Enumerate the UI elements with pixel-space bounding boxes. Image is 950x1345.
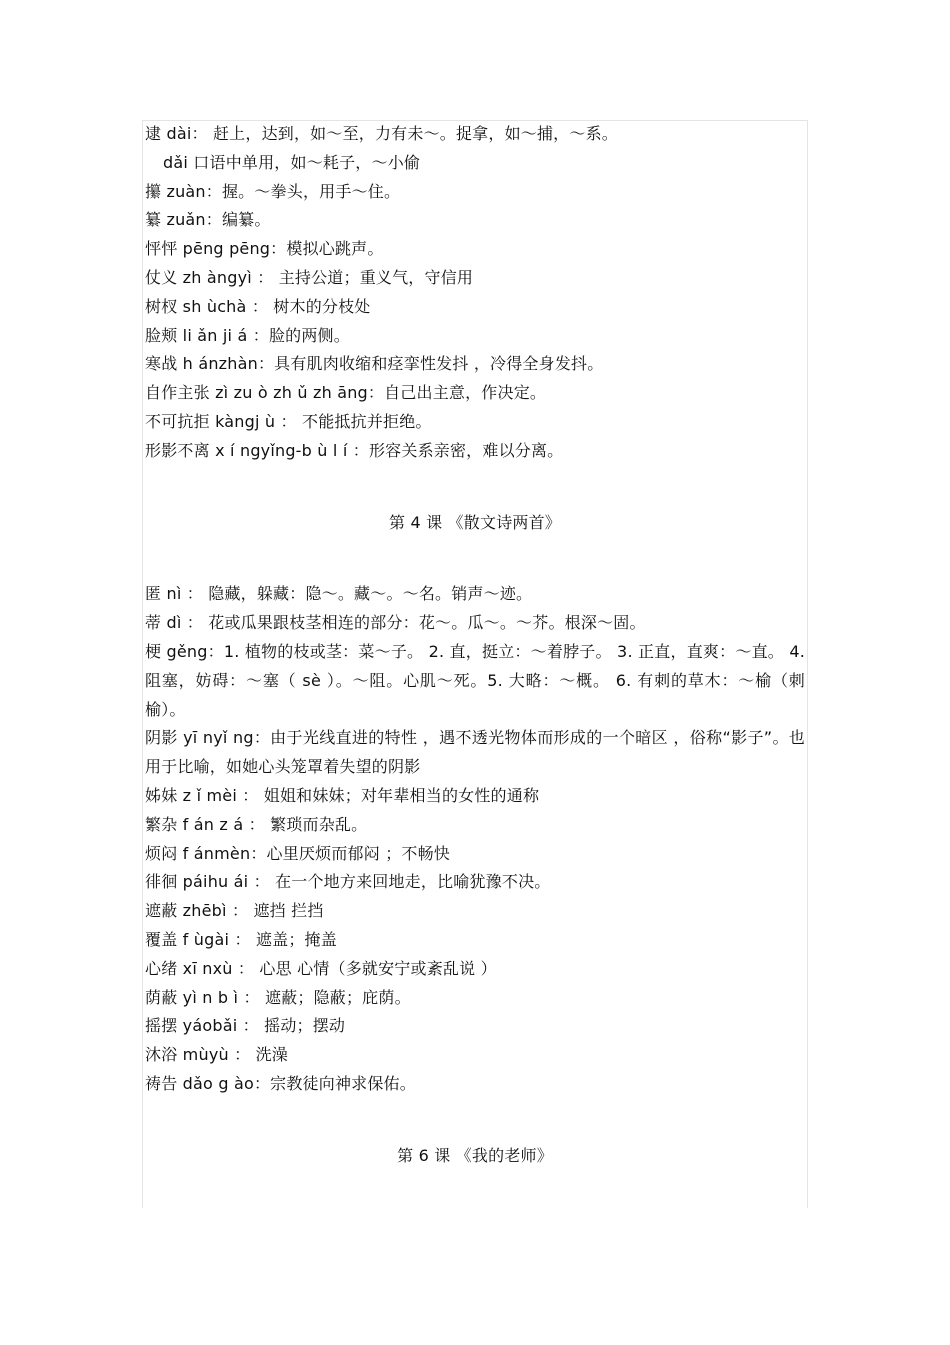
lesson-6-heading: 第 6 课 《我的老师》 <box>397 1145 553 1165</box>
vocab-entry: 匿 nì ： 隐藏，躲藏：隐～。藏～。～名。销声～迹。 <box>145 584 533 604</box>
vocab-entry: 烦闷 f ánmèn：心里厌烦而郁闷 ；不畅快 <box>145 843 451 863</box>
lesson-4-heading: 第 4 课 《散文诗两首》 <box>388 512 562 532</box>
vocab-entry: 仗义 zh àngyì ： 主持公道；重义气，守信用 <box>145 267 474 287</box>
vocab-entry: 姊妹 z ǐ mèi ： 姐姐和妹妹；对年辈相当的女性的通称 <box>145 785 540 805</box>
vocab-entry: 祷告 dǎo g ào：宗教徒向神求保佑。 <box>145 1073 416 1093</box>
vocab-entry: 遮蔽 zhēbì ： 遮挡 拦挡 <box>145 901 324 921</box>
vocab-entry: 脸颊 li ǎn ji á ：脸的两侧。 <box>145 325 350 345</box>
vocab-entry: 心绪 xī nxù ： 心思 心情（多就安宁或紊乱说 ） <box>145 958 497 978</box>
vocab-entry: 徘徊 páihu ái ： 在一个地方来回地走，比喻犹豫不决。 <box>145 872 551 892</box>
vocab-entry: 自作主张 zì zu ò zh ǔ zh āng：自己出主意，作决定。 <box>145 383 547 403</box>
vocab-entry: 摇摆 yáobǎi ： 摇动；摆动 <box>145 1016 346 1036</box>
vocabulary-list-lesson-3 <box>145 120 805 466</box>
vocab-entry: 繁杂 f án z á ： 繁琐而杂乱。 <box>145 814 368 834</box>
vocabulary-list-lesson-4 <box>145 580 805 1098</box>
vocab-entry: 形影不离 x í ngyǐng-b ù l í ：形容关系亲密，难以分离。 <box>145 440 564 460</box>
vocab-entry: 覆盖 f ùgài ： 遮盖；掩盖 <box>145 929 337 949</box>
vocab-entry: 梗 gěng：1. 植物的枝或茎：菜～子。 2. 直，挺立：～着脖子。 3. 正直，直爽：～直。 4. 阻塞，妨碍：～塞（ sè ）。～阻。心肌～死。5. 大略：～概。 6. 有刺的草木：～榆（刺榆）。 <box>145 641 805 719</box>
vocab-entry: 逮 dài： 赶上，达到，如～至，力有未～。捉拿，如～捕，～系。 <box>145 124 618 143</box>
document-body <box>145 120 805 1171</box>
vocab-entry: 不可抗拒 kàngj ù ： 不能抵抗并拒绝。 <box>145 411 432 431</box>
vocab-entry: 阴影 yī nyǐ ng：由于光线直进的特性 ，遇不透光物体而形成的一个暗区 ，俗称“影子”。也用于比喻，如她心头笼罩着失望的阴影 <box>145 728 805 777</box>
vocab-entry: 怦怦 pēng pēng：模拟心跳声。 <box>145 239 384 259</box>
vocab-entry: 蒂 dì ： 花或瓜果跟枝茎相连的部分：花～。瓜～。～芥。根深～固。 <box>145 613 646 633</box>
vocab-entry: 攥 zuàn：握。～拳头，用手～住。 <box>145 181 401 201</box>
vocab-entry: 荫蔽 yì n b ì ： 遮蔽；隐蔽；庇荫。 <box>145 987 411 1007</box>
vocab-entry: 沐浴 mùyù ： 洗澡 <box>145 1045 288 1065</box>
vocab-entry: 寒战 h ánzhàn：具有肌肉收缩和痉挛性发抖 ，冷得全身发抖。 <box>145 354 604 374</box>
vocab-entry: dǎi 口语中单用，如～耗子，～小偷 <box>163 152 421 172</box>
vocab-entry: 树杈 sh ùchà ： 树木的分枝处 <box>145 296 371 316</box>
vocab-entry: 纂 zuǎn：编纂。 <box>145 210 271 230</box>
